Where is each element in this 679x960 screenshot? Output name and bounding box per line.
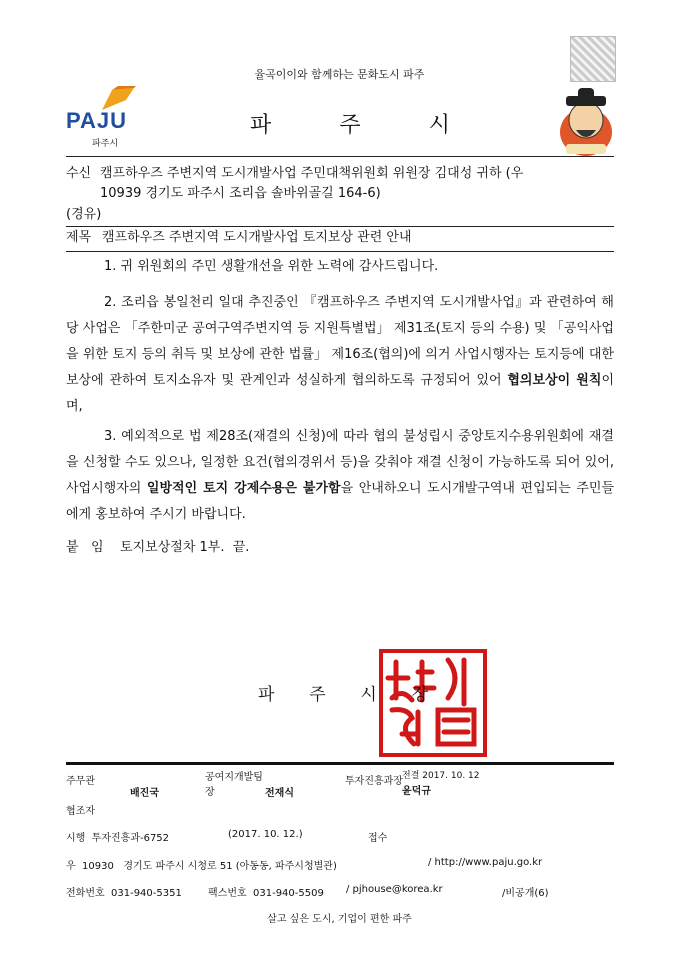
footer-motto: 살고 싶은 도시, 기업이 편한 파주 [267, 914, 412, 925]
footer-homepage-link[interactable]: / http://www.paju.go.kr [428, 857, 543, 868]
org-title-char: 주 [339, 113, 361, 138]
slogan: 율곡이이와 함께하는 문화도시 파주 [254, 68, 425, 81]
footer-r1-name: 배진국 [130, 788, 159, 799]
paragraph-2-tail: 이며, [66, 373, 614, 414]
signature-char: 장 [411, 685, 428, 705]
footer-phone: 전화번호 031-940-5351 [66, 888, 182, 899]
subject-bottom-rule [66, 251, 614, 252]
header-rule [66, 156, 614, 157]
paragraph-1: 1. 귀 위원회의 주민 생활개선을 위한 노력에 감사드립니다. [104, 259, 439, 274]
recipient-text-line2: 10939 경기도 파주시 조리읍 솔바위골길 164-6) [100, 186, 381, 201]
footer-receipt: 접수 [368, 833, 388, 844]
recipient-text-line1: 캠프하우즈 주변지역 도시개발사업 주민대책위원회 위원장 김대성 귀하 (우 [100, 166, 524, 181]
attachment-label: 붙 임 [66, 540, 104, 555]
footer-r1-pos2: 공여지개발팀 장 [205, 772, 263, 798]
footer-fax: 팩스번호 031-940-5509 [208, 888, 324, 899]
footer-r1-dept: 투자진흥과장 [345, 776, 403, 787]
footer-enforce-date: (2017. 10. 12.) [228, 829, 303, 840]
footer-r1-label: 주무관 [66, 776, 95, 787]
org-title-char: 파 [250, 113, 272, 138]
footer-address: 우 10930 경기도 파주시 시청로 51 (아동동, 파주시청별관) [66, 861, 337, 872]
paragraph-3-text: 3. 예외적으로 법 제28조(재결의 신청)에 따라 협의 불성립시 중앙토지수용위원회에 재결을 신청할 수도 있으나, 일정한 요건(협의경위서 등)을 갖춰야 재결 신청이 가능하도록 되어 있어, 사업시행자의 [66, 429, 614, 496]
paragraph-3-emphasis: 일방적인 토지 강제수용은 불가함 [146, 481, 341, 496]
paragraph-3-tail: 을 안내하오니 도시개발구역내 편입되는 주민들에게 홍보하여 주시기 바랍니다. [66, 481, 615, 522]
signature [258, 680, 428, 705]
paragraph-2 [66, 290, 614, 420]
logo-text: PAJU [66, 108, 128, 133]
footer-email-link[interactable]: / pjhouse@korea.kr [346, 884, 443, 895]
via-label: (경유) [66, 207, 102, 222]
logo-subtext: 파주시 [92, 139, 119, 149]
signature-char: 시 [360, 685, 377, 705]
signature-char: 파 [258, 685, 275, 705]
footer-enforce: 시행 투자진흥과-6752 [66, 833, 170, 844]
footer-r1-name3: 윤덕규 [402, 786, 431, 797]
paragraph-2-text: 2. 조리읍 봉일천리 일대 추진중인 『캠프하우즈 주변지역 도시개발사업』과 관련하여 해당 사업은 「주한미군 공여구역주변지역 등 지원특별법」 제31조(토지 등의 수용) 및 「공익사업을 위한 토지 등의 취득 및 보상에 관한 법률」 제16조(협의)에 의거 사업시행자는 토지등에 대한 보상에 관하여 토지소유자 및 관계인과 성실하게 협의하도록 규정되어 있어 [66, 295, 614, 388]
org-title-char: 시 [428, 113, 450, 138]
subject-row [66, 228, 616, 248]
footer-r1-date: 전결 2017. 10. 12 [402, 771, 480, 781]
org-title [250, 108, 450, 139]
footer-rule [66, 762, 614, 765]
paragraph-3 [66, 424, 614, 528]
footer-r1-name2: 전재식 [265, 788, 294, 799]
mascot-icon [556, 86, 616, 158]
subject-label: 제목 [66, 230, 92, 245]
footer-cooperator: 협조자 [66, 806, 95, 817]
attachment-row [66, 538, 249, 558]
footer-disclosure: /비공개(6) [502, 888, 549, 899]
qr-code-icon [570, 36, 616, 82]
paju-logo [66, 92, 146, 154]
recipient-block [66, 164, 616, 204]
subject-text: 캠프하우즈 주변지역 도시개발사업 토지보상 관련 안내 [102, 230, 412, 245]
attachment-text: 토지보상절차 1부. 끝. [120, 540, 250, 555]
recipient-label: 수신 [66, 166, 92, 181]
subject-top-rule [66, 226, 614, 227]
signature-char: 주 [309, 685, 326, 705]
paragraph-2-emphasis: 협의보상이 원칙 [507, 373, 602, 388]
